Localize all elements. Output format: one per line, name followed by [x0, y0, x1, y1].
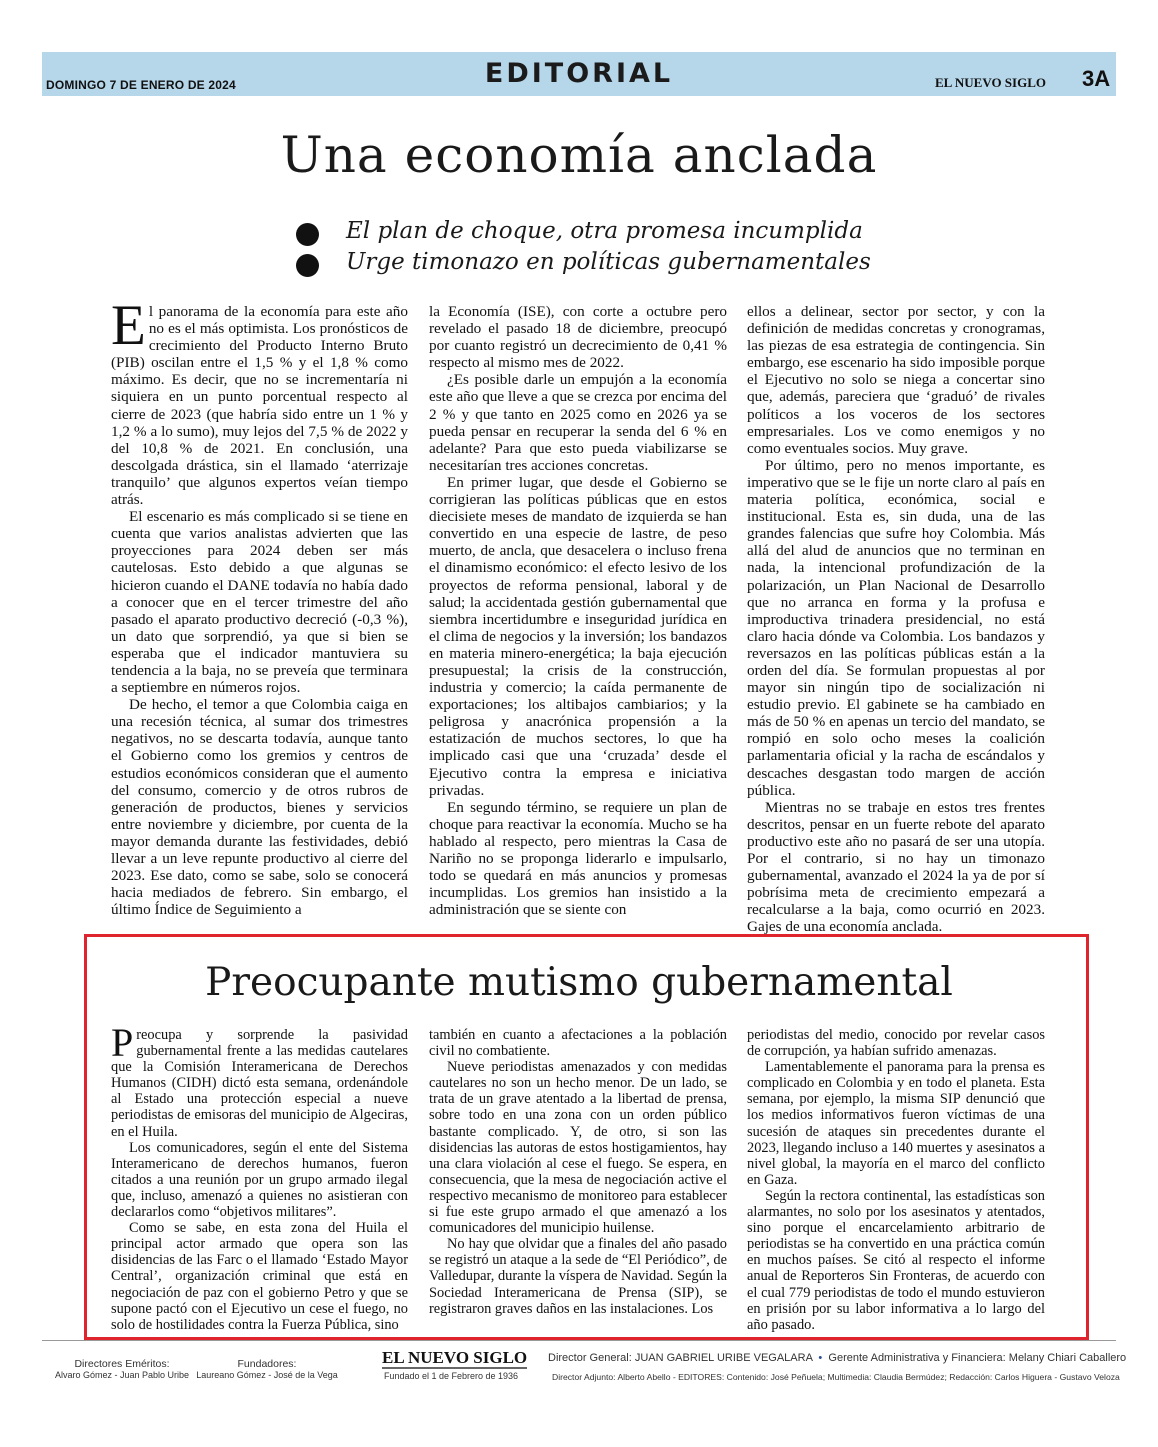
- editorial-2-column-2: [429, 1027, 727, 1317]
- section-title: EDITORIAL: [484, 58, 674, 89]
- director-general-label: Director General:: [548, 1352, 632, 1364]
- editorial-1-title: Una economía anclada: [280, 126, 878, 184]
- header-date: DOMINGO 7 DE ENERO DE 2024: [46, 78, 236, 92]
- paragraph-text: l panorama de la economía para este año no es el más optimista. Los pronósticos de crecimiento del Producto Interno Bruto (PIB) oscilan entre el 1,5 % y el 1,8 % como máximo. Es decir, que no se incrementaría ni siquiera en un punto porcentual respecto al cierre de 2023 (que habría sido entre un 1 % y 1,2 % a lo sumo), muy lejos del 7,5 % de 2022 y del 10,8 % de 2021. En conclusión, una descolgada drástica, sin el llamado ‘aterrizaje tranquilo’ que algunos expertos veían tiempo atrás.: [111, 303, 408, 509]
- paragraph: No hay que olvidar que a finales del año pasado se registró un ataque a la sede de “El Periódico”, de Valledupar, durante la víspera de Navidad. Según la Sociedad Interamericana de Prensa (SIP), se registraron graves daños en las instalaciones. Los: [429, 1236, 727, 1317]
- paragraph: [111, 1020, 408, 1140]
- footer-director-line: [548, 1352, 1126, 1364]
- paragraph: ellos a delinear, sector por sector, y con la definición de medidas concretas y cronogramas, las piezas de esa estrategia de contingencia. Sin embargo, ese escenario ha sido imposible porque el Ejecutivo no solo se niega a concertar sino que, además, pareciera que ‘graduó’ de rivales políticos a los voceros de los sectores empresariales. Los ve como enemigos y no como eventuales socios. Muy grave.: [747, 303, 1045, 457]
- paragraph-text: reocupa y sorprende la pasividad gubernamental frente a las medidas cautelares que la Comisión Interamericana de Derechos Humanos (CIDH) dictó esta semana, ordenándole al Estado una protección especial a nueve periodistas de emisoras del municipio de Algeciras, en el Huila.: [111, 1027, 408, 1140]
- paragraph: periodistas del medio, conocido por revelar casos de corrupción, ya habían sufrido amenazas.: [747, 1027, 1045, 1060]
- paragraph: Como se sabe, en esta zona del Huila el principal actor armado que opera son las disidencias de las Farc o el llamado ‘Estado Mayor Central’, organización criminal que está en negociación de paz con el gobierno Petro y que se supone pactó con el Ejecutivo un cese el fuego, no solo de hostilidades contra la Fuerza Pública, sino: [111, 1220, 408, 1333]
- paragraph: también en cuanto a afectaciones a la población civil no combatiente.: [429, 1027, 727, 1060]
- bullet-icon: [296, 223, 319, 246]
- paragraph: ¿Es posible darle un empujón a la economía este año que lleve a que se crezca por encima del 2 % y que tanto en 2025 como en 2026 ya se pueda pensar en recuperar la senda del 6 % en adelante? Para que esto pueda viabilizarse se necesitarían tres acciones concretas.: [429, 371, 727, 474]
- drop-cap: P: [111, 1020, 134, 1065]
- editorial-1-column-3: [747, 303, 1045, 935]
- editorial-2-title: Preocupante mutismo gubernamental: [205, 960, 953, 1005]
- paragraph: En primer lugar, que desde el Gobierno se corrigieran las políticas públicas que en estos diecisiete meses de mandato de izquierda se han convertido en una especie de lastre, de peso muerto, de ancla, que desacelera o incluso frena el dinamismo económico: el efecto lesivo de los proyectos de reforma pensional, laboral y de salud; la accidentada gestión gubernamental que siembra incertidumbre e inseguridad jurídica en el clima de negocios y la inversión; los bandazos en materia minero-energética; la baja ejecución presupuestal; la crisis de la construcción, industria y comercio; la caída permanente de exportaciones; los altibajos cambiarios; y la peligrosa y anacrónica propensión a la estatización de muchos sectores, lo que ha implicado casi que una ‘cruzada’ desde el Ejecutivo contra la empresa e iniciativa privadas.: [429, 473, 727, 799]
- separator-dot-icon: •: [815, 1352, 826, 1364]
- paragraph: El escenario es más complicado si se tiene en cuenta que varios analistas advierten que las proyecciones para 2024 deben ser más cautelosas. Esto debido a que algunas se hicieron cuando el DANE todavía no había dado a conocer que en el tercer trimestre del año pasado el aparato productivo decreció (-0,3 %), un dato que sorprendió, ya que si bien se esperaba que el indicador mantuviera su tendencia a la baja, no se preveía que terminara a septiembre en números rojos.: [111, 508, 408, 697]
- director-general-name: JUAN GABRIEL URIBE VEGALARA: [634, 1352, 813, 1364]
- paragraph: Por último, pero no menos importante, es imperativo que se le fije un norte claro al país en materia política, económica, social e institucional. Esta es, sin duda, una de las grandes falencias que sufre hoy Colombia. Más allá del alud de anuncios que no terminan en nada, la intencional profundización de la polarización, un Plan Nacional de Desarrollo que no arranca en forma y la profusa e improductiva trinadera presidencial, no está claro hacia dónde va Colombia. Los bandazos y reversazos en las políticas públicas están a la orden del día. Se formulan propuestas al por mayor sin ningún tipo de socialización ni estudio previo. El gabinete se ha cambiado en más de 50 % en apenas un tercio del mandato, se rompió en solo ocho meses la coalición parlamentaria oficial y la racha de escándalos y descaches desgastan todo margen de acción pública.: [747, 456, 1045, 799]
- newspaper-logo: EL NUEVO SIGLO: [935, 75, 1046, 90]
- paragraph: Los comunicadores, según el ente del Sistema Interamericano de derechos humanos, fueron citados a una reunión por un grupo armado ilegal que, incluso, amenazó a quienes no asistieran con declararlos como “objetivos militares”.: [111, 1139, 408, 1221]
- founders-names: Laureano Gómez - José de la Vega: [196, 1370, 338, 1380]
- manager-name: Melany Chiari Caballero: [1008, 1352, 1127, 1364]
- footer-directors: [52, 1358, 192, 1380]
- bullet-icon: [296, 254, 319, 277]
- directors-label: Directores Eméritos:: [74, 1358, 170, 1370]
- editorial-1-column-2: [429, 303, 727, 918]
- paragraph: De hecho, el temor a que Colombia caiga en una recesión técnica, al sumar dos trimestres negativos, no se descarta todavía, aunque tanto el Gobierno como los gremios y centros de estudios económicos consideran que el aumento del consumo, comercio y de otros rubros de generación de productos, bienes y servicios entre noviembre y diciembre, por cuenta de la mayor demanda durante las festividades, debió llevar a un leve repunte productivo al cierre del 2023. Ese dato, como se sabe, solo se conocerá hacia mediados de febrero. Sin embargo, el último Índice de Seguimiento a: [111, 696, 408, 919]
- editorial-1-column-1: [111, 294, 408, 919]
- editorial-2-column-3: [747, 1027, 1045, 1333]
- editorial-2-column-1: [111, 1020, 408, 1333]
- manager-label: Gerente Administrativa y Financiera:: [828, 1352, 1006, 1364]
- paragraph: Mientras no se trabaje en estos tres frentes descritos, pensar en un fuerte rebote del aparato productivo este año no pasará de ser una utopía. Por el contrario, si no hay un timonazo gubernamental, avanzado el 2024 la ya de por sí pobrísima meta de crecimiento empezará a recalcularse a la baja, como ocurrió en 2023. Gajes de una economía anclada.: [747, 798, 1045, 936]
- footer-masthead: [382, 1348, 528, 1381]
- page-number: 3A: [1082, 66, 1111, 91]
- subhead-text: El plan de choque, otra promesa incumplida: [346, 218, 863, 244]
- paragraph: Lamentablemente el panorama para la prensa es complicado en Colombia y en todo el planeta. Esta semana, por ejemplo, la misma SIP denunció que los medios informativos fueron víctimas de una sucesión de ataques sin precedentes durante el 2023, llegando incluso a 140 muertes y asesinatos a nivel global, la mayoría en el marco del conflicto en Gaza.: [747, 1059, 1045, 1188]
- footer-staff-line: Director Adjunto: Alberto Abello - EDITORES: Contenido: José Peñuela; Multimedia: Claudia Bermúdez; Redacción: Carlos Higuera - Gustavo Veloza: [552, 1372, 1120, 1382]
- drop-cap: E: [111, 294, 146, 357]
- directors-names: Alvaro Gómez - Juan Pablo Uribe: [54, 1370, 190, 1380]
- footer-logo: EL NUEVO SIGLO: [382, 1348, 528, 1367]
- subhead-text: Urge timonazo en políticas gubernamentales: [346, 249, 871, 275]
- founded-date: Fundado el 1 de Febrero de 1936: [383, 1371, 519, 1381]
- paragraph: Según la rectora continental, las estadísticas son alarmantes, no solo por los asesinatos y atentados, sino porque el encarcelamiento arbitrario de periodistas se ha convertido en una práctica común en muchos países. Se citó al respecto el informe anual de Reporteros Sin Fronteras, de acuerdo con el cual 779 periodistas de todo el mundo estuvieron en prisión por su labor informativa a lo largo del año pasado.: [747, 1187, 1045, 1333]
- footer-founders: [192, 1358, 342, 1380]
- paragraph: Nueve periodistas amenazados y con medidas cautelares no son un hecho menor. De un lado, se trata de un grave atentado a la libertad de prensa, sobre todo en una zona con un orden público bastante complicado. Y, de otro, si son las disidencias las autoras de estos hostigamientos, hay una clara violación al cese el fuego. Se espera, en consecuencia, que la mesa de negociación active el respectivo mecanismo de monitoreo para establecer si fue este grupo armado el que amenazó a los comunicadores del municipio huilense.: [429, 1059, 727, 1237]
- footer-divider: [42, 1340, 1116, 1341]
- page-header: [42, 52, 1116, 96]
- paragraph: la Economía (ISE), con corte a octubre pero revelado el pasado 18 de diciembre, preocupó por cuanto registró un decrecimiento de 0,41 % respecto al mismo mes de 2022.: [429, 303, 727, 372]
- founders-label: Fundadores:: [237, 1358, 297, 1370]
- paragraph: [111, 294, 408, 509]
- paragraph: En segundo término, se requiere un plan de choque para reactivar la economía. Mucho se ha hablado al respecto, pero mientras la Casa de Nariño no se proponga liderarlo e impulsarlo, todo se quedará en más anuncios y promesas incumplidas. Los gremios han insistido a la administración que se siente con: [429, 798, 727, 919]
